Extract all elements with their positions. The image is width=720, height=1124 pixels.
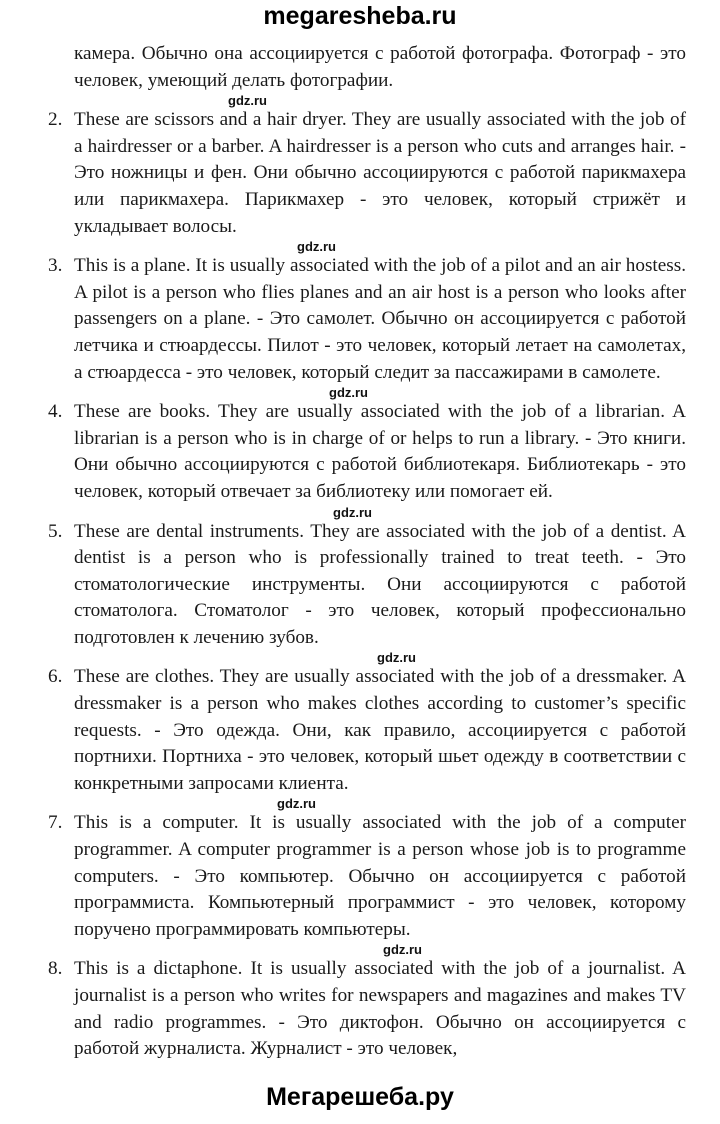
watermark: gdz.ru [333,504,372,520]
watermark-holder [48,240,686,253]
watermark-holder [48,943,686,956]
watermark-holder [48,386,686,399]
continuation-paragraph: камера. Обычно она ассоциируется с работой фотографа. Фотограф - это человек, умеющий делать фотографии. [74,43,686,91]
answer-number: 8. [48,958,63,980]
answer-body: These are dental instruments. They are associated with the job of a dentist. A dentist is a person who is professionally trained to treat teeth. - Это стоматологические инструменты. Они ассоциируются с работой стоматолога. Стоматолог - это человек, который профессионально подготовлен к лечению зубов. [74,520,686,648]
watermark-holder [48,506,686,519]
answer-body: This is a computer. It is usually associated with the job of a computer programmer. A computer programmer is a person whose job is to programme computers. - Это компьютер. Обычно он ассоциируется с работой программиста. Компьютерный программист - это человек, которому поручено программировать компьютеры. [74,812,686,940]
answer-item [48,664,686,797]
site-header: megaresheba.ru [263,2,457,30]
watermark-holder [48,651,686,664]
watermark: gdz.ru [297,239,336,255]
answer-item [48,399,686,505]
watermark: gdz.ru [277,796,316,812]
answer-number: 6. [48,666,63,688]
answer-body: This is a plane. It is usually associated with the job of a pilot and an air hostess. A pilot is a person who flies planes and an air host is a person who looks after passengers on a plane. - Это самолет. Обычно он ассоциируется с работой летчика и стюардессы. Пилот - это человек, который летает на самолетах, а стюардесса - это человек, который следит за пассажирами в самолете. [74,255,686,383]
answer-item [48,956,686,1062]
answer-number: 2. [48,109,63,131]
watermark: gdz.ru [383,942,422,958]
answer-number: 7. [48,812,63,834]
answer-item [48,810,686,943]
answer-number: 4. [48,401,63,423]
watermark-holder [48,797,686,810]
answer-item [48,107,686,240]
answer-list [48,107,686,1063]
answer-body: These are clothes. They are usually associated with the job of a dressmaker. A dressmaker is a person who makes clothes according to customer’s specific requests. - Это одежда. Они, как правило, ассоциируется с работой портнихи. Портниха - это человек, который шьет одежду в соответствии с конкретными запросами клиента. [74,666,686,794]
answer-body: These are books. They are usually associated with the job of a librarian. A librarian is a person who is in charge of or helps to run a library. - Это книги. Они обычно ассоциируются с работой библиотекаря. Библиотекарь - это человек, который отвечает за библиотеку или помогает ей. [74,401,686,502]
answer-text [48,41,686,1063]
site-footer: Мегарешеба.ру [266,1082,454,1111]
answer-body: These are scissors and a hair dryer. They are usually associated with the job of a hairdresser or a barber. A hairdresser is a person who cuts and arranges hair. - Это ножницы и фен. Они обычно ассоциируются с работой парикмахера или парикмахера. Парикмахер - это человек, который стрижёт и укладывает волосы. [74,109,686,237]
answer-item [48,519,686,652]
watermark: gdz.ru [329,385,368,401]
answer-number: 3. [48,255,63,277]
watermark: gdz.ru [228,93,267,109]
watermark: gdz.ru [377,650,416,666]
answer-number: 5. [48,520,63,542]
answer-body: This is a dictaphone. It is usually associated with the job of a journalist. A journalist is a person who writes for newspapers and magazines and makes TV and radio programmes. - Это диктофон. Обычно он ассоциируется с работой журналиста. Журналист - это человек, [74,958,686,1060]
answer-item [48,253,686,386]
